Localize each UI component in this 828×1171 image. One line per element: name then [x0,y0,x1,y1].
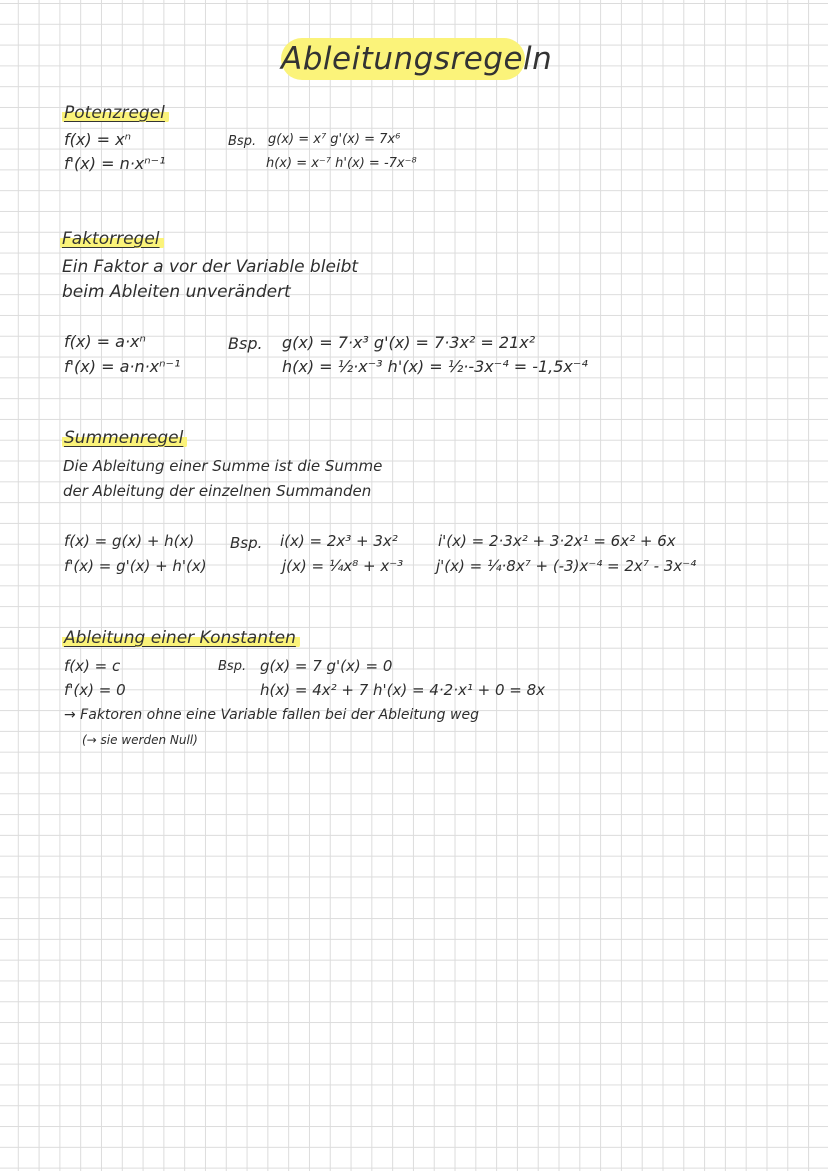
potenz-example-1: g(x) = x⁷ g'(x) = 7x⁶ [268,132,401,147]
konstante-example-2: h(x) = 4x² + 7 h'(x) = 4·2·x¹ + 0 = 8x [260,681,546,699]
heading-potenzregel: Potenzregel [62,103,169,123]
konstante-example-label: Bsp. [218,659,247,674]
faktor-formula-1: f(x) = a·xⁿ [64,332,146,351]
summe-description-2: der Ableitung der einzelnen Summanden [63,482,372,500]
faktor-description-1: Ein Faktor a vor der Variable bleibt [62,257,359,277]
summe-example-2a: j(x) = ¼x⁸ + x⁻³ [282,557,404,575]
potenz-example-label: Bsp. [228,134,257,149]
faktor-example-1: g(x) = 7·x³ g'(x) = 7·3x² = 21x² [282,333,536,352]
summe-formula-1: f(x) = g(x) + h(x) [64,532,195,550]
konstante-note-1: → Faktoren ohne eine Variable fallen bei der Ableitung weg [64,707,479,723]
konstante-note-2: (→ sie werden Null) [82,733,198,747]
konstante-formula-1: f(x) = c [64,657,121,675]
faktor-example-label: Bsp. [228,334,263,353]
heading-faktorregel: Faktorregel [60,229,164,249]
faktor-example-2: h(x) = ½·x⁻³ h'(x) = ½·-3x⁻⁴ = -1,5x⁻⁴ [282,357,588,376]
summe-example-1a: i(x) = 2x³ + 3x² [280,532,398,550]
konstante-formula-2: f'(x) = 0 [64,681,126,699]
summe-example-2b: j'(x) = ¼·8x⁷ + (-3)x⁻⁴ = 2x⁷ - 3x⁻⁴ [436,557,697,575]
page-title: Ableitungsregeln [281,38,525,80]
summe-description-1: Die Ableitung einer Summe ist die Summe [63,457,383,475]
summe-example-1b: i'(x) = 2·3x² + 3·2x¹ = 6x² + 6x [438,532,676,550]
heading-konstante: Ableitung einer Konstanten [62,628,300,648]
heading-summenregel: Summenregel [62,428,187,448]
potenz-formula-1: f(x) = xⁿ [64,130,132,149]
summe-formula-2: f'(x) = g'(x) + h'(x) [64,557,207,575]
faktor-formula-2: f'(x) = a·n·xⁿ⁻¹ [64,357,181,376]
faktor-description-2: beim Ableiten unverändert [62,282,291,302]
potenz-formula-2: f'(x) = n·xⁿ⁻¹ [64,154,166,173]
konstante-example-1: g(x) = 7 g'(x) = 0 [260,657,393,675]
potenz-example-2: h(x) = x⁻⁷ h'(x) = -7x⁻⁸ [266,156,417,171]
summe-example-label: Bsp. [230,534,263,552]
